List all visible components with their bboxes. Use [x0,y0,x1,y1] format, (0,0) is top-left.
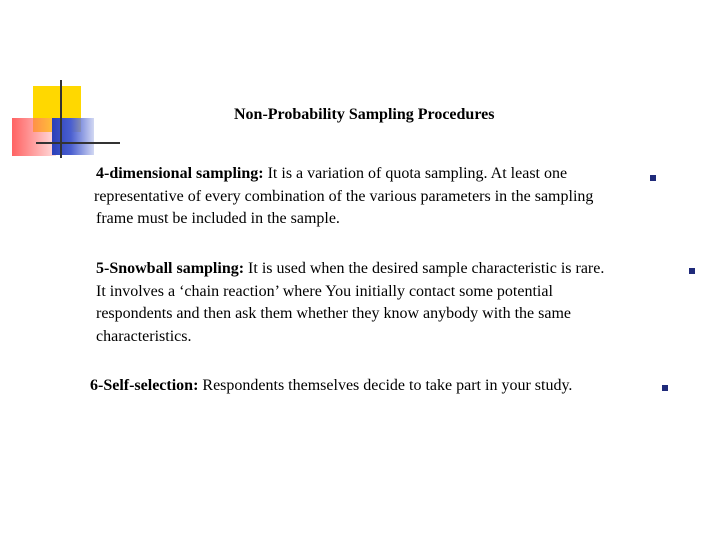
item-text: It involves a ‘chain reaction’ where You initially contact some potential [96,282,553,300]
square-bullet-icon [689,268,695,274]
item-text: It is a variation of quota sampling. At least one [263,165,568,182]
item-term: 5-Snowball sampling: [96,260,245,277]
item-text: It is used when the desired sample characteristic is rare. [244,260,605,277]
list-item [90,375,572,398]
list-item [96,163,593,231]
red-gradient-block [12,118,56,156]
item-term: 6-Self-selection: [90,377,199,394]
vertical-rule [60,80,62,158]
item-text: representative of every combination of the various parameters in the sampling [94,187,594,205]
item-text: characteristics. [96,327,192,345]
square-bullet-icon [650,175,656,181]
square-bullet-icon [662,385,668,391]
horizontal-rule [36,142,120,144]
slide-title: Non-Probability Sampling Procedures [234,106,495,123]
blue-block [52,118,94,155]
item-text: respondents and then ask them whether they know anybody with the same [96,305,571,322]
item-text: Respondents themselves decide to take part in your study. [198,377,573,394]
item-term: 4-dimensional sampling: [96,165,264,182]
list-item [96,258,604,348]
item-text: frame must be included in the sample. [96,210,340,227]
